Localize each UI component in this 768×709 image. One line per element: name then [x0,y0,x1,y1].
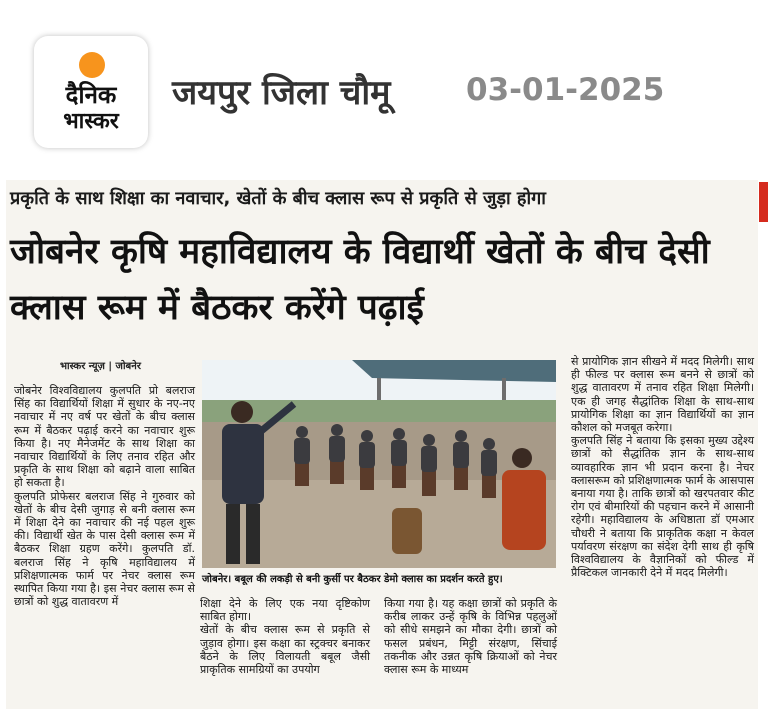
article-credit: भास्कर न्यूज़ | जोबनेर [60,361,141,372]
page-header [0,0,768,178]
article-photo [202,360,556,568]
article-column-2 [200,597,370,676]
sun-icon [79,52,105,78]
article-column-1 [14,384,195,608]
paragraph: कुलपति प्रोफेसर बलराज सिंह ने गुरुवार को खेतों के बीच देसी जुगाड़ से बनी क्लास रूम में शिक्षा देने का नवाचार की नई पहल शुरू की। विद्यार्थी खेत के पास देसी क्लास रूम में बैठकर शिक्षा ग्रहण करेंगे। कुलपति डॉ. बलराज सिंह ने कृषि महाविद्यालय में प्रशिक्षणात्मक फार्म पर नेचर क्लास रूम स्थापित किया गया है। इस नेचर क्लास रूम से छात्रों को शुद्ध वातावरण में [14,489,195,609]
article-column-3 [384,597,557,676]
paragraph: कुलपति सिंह ने बताया कि इसका मुख्य उद्देश्य छात्रों को सैद्धांतिक ज्ञान के साथ-साथ व्यावहारिक ज्ञान भी प्रदान करना है। नेचर क्लासरूम को प्रशिक्षणात्मक फार्म के आसपास बनाया गया है। ताकि छात्रों को खरपतवार कीट रोग एवं बीमारियों की पहचान करने में आसानी रहेगी। महाविद्यालय के अधिष्ठाता डॉ एमआर चौधरी ने बताया कि प्राकृतिक कक्षा न केवल पर्यावरण संरक्षण का संदेश देगी साथ ही कृषि विश्वविद्यालय के वैज्ञानिकों को फील्ड में प्रैक्टिकल जानकारी देने में मदद मिलेगी। [571,434,754,580]
red-edge-marker [759,182,768,222]
paragraph: से प्रायोगिक ज्ञान सीखने में मदद मिलेगी। साथ ही फील्ड पर क्लास रूम बनने से छात्रों को शुद्ध वातावरण में तनाव रहित शिक्षा मिलेगी। एक ही जगह सैद्धांतिक शिक्षा के साथ-साथ प्रायोगिक शिक्षा का ज्ञान विद्यार्थियों का ज्ञान कौशल को मजबूत करेगा। [571,355,754,435]
article-column-4 [571,355,754,579]
photo-caption: जोबनेर। बबूल की लकड़ी से बनी कुर्सी पर बैठकर डेमो क्लास का प्रदर्शन करते हुए। [202,574,503,585]
dainik-bhaskar-logo [34,36,148,148]
paragraph: जोबनेर विश्वविद्यालय कुलपति प्रो बलराज सिंह का विद्यार्थियों शिक्षा में सुधार के नए-नए नवाचार में नए वर्ष पर खेतों के बीच क्लास रूम में बैठकर पढ़ाई करने का नवाचार शुरू किया है। नए मैनेजमेंट के साथ शिक्षा का नवाचार विद्यार्थियों के लिए तनाव रहित और प्रकृति के साथ शिक्षा को बढ़ाने वाला साबित हो सकता है। [14,384,195,490]
logo-text-line1: दैनिक [65,81,117,109]
edition-date: 03-01-2025 [466,72,665,108]
edition-title: जयपुर जिला चौमू [172,73,391,113]
logo-text-line2: भास्कर [63,109,119,134]
paragraph: शिक्षा देने के लिए एक नया दृष्टिकोण साबित होगा। [200,597,370,624]
article-kicker: प्रकृति के साथ शिक्षा का नवाचार, खेतों के बीच क्लास रूप से प्रकृति से जुड़ा होगा [10,188,546,209]
paragraph: खेतों के बीच क्लास रूम से प्रकृति से जुड़ाव होगा। इस कक्षा का स्ट्रक्चर बनाकर बैठने के लिए विलायती बबूल जैसी प्राकृतिक सामग्रियों का उपयोग [200,623,370,677]
article-headline: जोबनेर कृषि महाविद्यालय के विद्यार्थी खेतों के बीच देसी क्लास रूम में बैठकर करेंगे पढ़ाई [10,232,710,328]
paragraph: किया गया है। यह कक्षा छात्रों को प्रकृति के करीब लाकर उन्हें कृषि के विभिन्न पहलुओं को सीधे समझने का मौका देगी। छात्रों को फसल प्रबंधन, मिट्टी संरक्षण, सिंचाई तकनीक और उन्नत कृषि क्रियाओं को नेचर क्लास रूम के माध्यम [384,597,557,677]
